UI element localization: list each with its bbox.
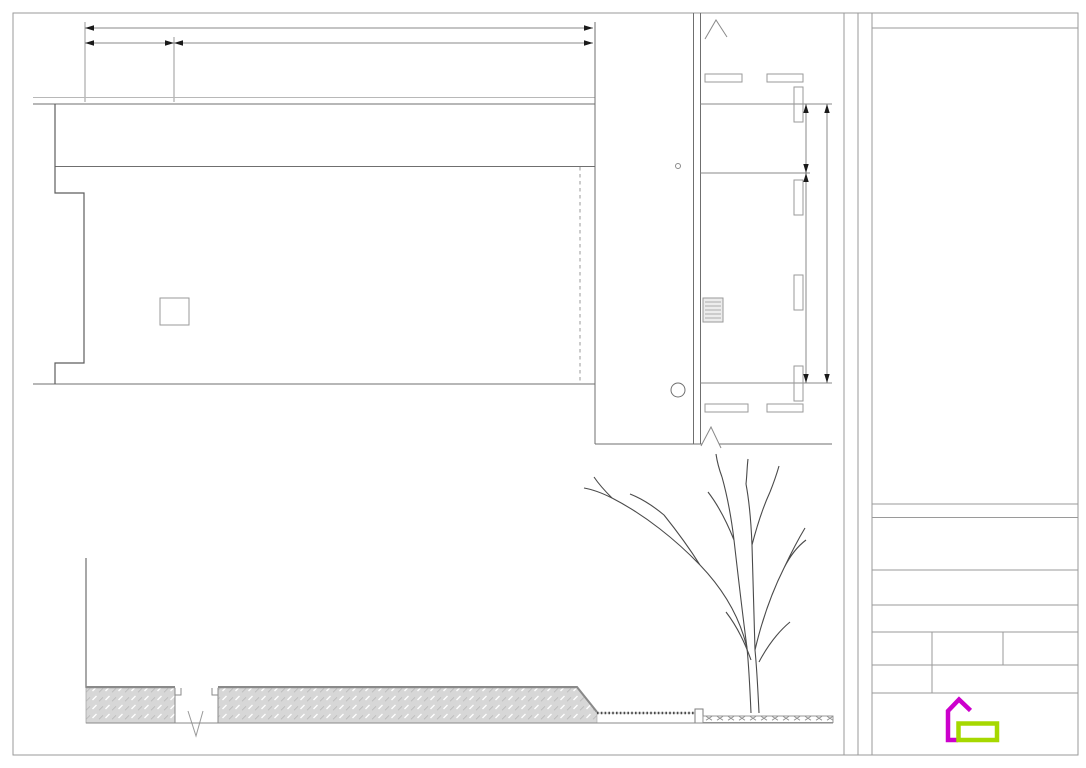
dim-arrow — [824, 104, 829, 113]
plan-garden — [33, 22, 595, 444]
plan-road — [595, 13, 832, 448]
dim-arrow — [824, 374, 829, 383]
section-pavement-strip — [597, 713, 697, 723]
section-kerb — [695, 709, 703, 723]
title-block-grid — [872, 28, 1078, 693]
dim-arrow — [584, 25, 593, 30]
dim-arrow — [165, 40, 174, 45]
ground-hatch-left — [86, 688, 175, 723]
road-markings — [705, 74, 803, 412]
dim-arrow — [803, 374, 808, 383]
dim-arrow — [85, 40, 94, 45]
tree-trunk-plan — [671, 383, 685, 397]
manhole-square — [160, 298, 189, 325]
road-break-symbol-top — [705, 20, 727, 39]
logo-body-icon — [959, 724, 998, 741]
section-road-strip — [703, 716, 833, 723]
ground-hatch-right — [218, 688, 597, 723]
section-view — [86, 454, 833, 736]
property-boundary — [55, 104, 84, 384]
dim-arrow — [803, 104, 808, 113]
kerb-grate — [703, 298, 723, 322]
dim-arrow — [85, 25, 94, 30]
dim-arrow — [803, 173, 808, 182]
plan-right-dimensions — [803, 104, 829, 383]
pavement-small-circle — [676, 164, 681, 169]
section-manhole-recess — [175, 688, 218, 736]
dim-arrow — [803, 164, 808, 173]
road-break-symbol-bottom — [701, 427, 721, 448]
plan-top-dimensions — [85, 22, 593, 102]
dim-arrow — [584, 40, 593, 45]
dim-arrow — [174, 40, 183, 45]
tree-section — [584, 454, 806, 713]
